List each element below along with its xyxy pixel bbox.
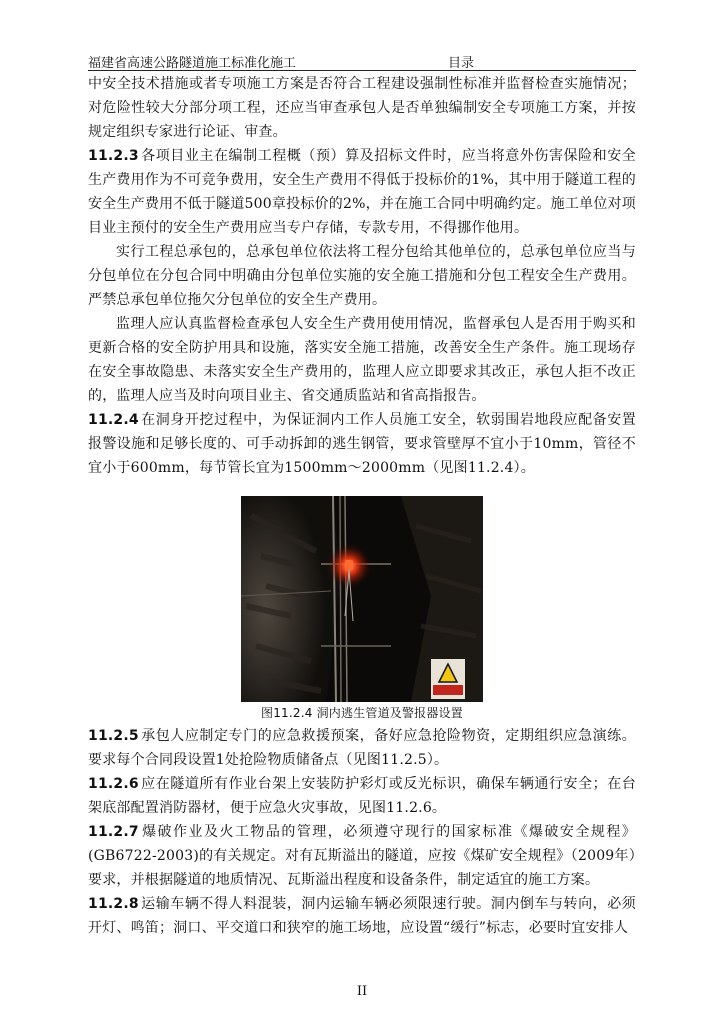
header-document-title: 福建省高速公路隧道施工标准化施工: [88, 56, 297, 71]
clause-11-2-6: [88, 772, 636, 820]
header-section-title: 目录: [448, 56, 475, 71]
tunnel-photo: [241, 496, 483, 702]
clause-11-2-4: [88, 408, 636, 480]
figure-caption: 图11.2.4 洞内逃生管道及警报器设置: [261, 706, 463, 720]
page-header: [88, 52, 636, 71]
clause-11-2-5: [88, 724, 636, 772]
clause-text: 在洞身开挖过程中，为保证洞内工作人员施工安全，软弱围岩地段应配备安置报警设施和足够长度的、可手动拆卸的逃生钢管，要求管壁厚不宜小于10mm，管径不宜小于600mm，每节管长宜为1500mm～2000mm（见图11.2.4）。: [88, 412, 636, 476]
paragraph-continuation: 中安全技术措施或者专项施工方案是否符合工程建设强制性标准并监督检查实施情况；对危险性较大分部分项工程，还应当审查承包人是否单独编制安全专项施工方案，并按规定组织专家进行论证、审查。: [88, 76, 636, 140]
clause-number: 11.2.5: [88, 728, 139, 744]
clause-text: 各项目业主在编制工程概（预）算及招标文件时，应当将意外伤害保险和安全生产费用作为不可竞争费用，安全生产费用不得低于投标价的1%，其中用于隧道工程的安全生产费用不低于隧道500章投标价的2%，并在施工合同中明确约定。施工单位对项目业主预付的安全生产费用应当专户存储，专款专用，不得挪作他用。: [88, 148, 637, 236]
clause-11-2-3: [88, 144, 636, 240]
clause-number: 11.2.8: [88, 896, 139, 912]
paragraph-supervisor: 监理人应认真监督检查承包人安全生产费用使用情况，监督承包人是否用于购买和更新合格的安全防护用具和设施，落实安全施工措施，改善安全生产条件。施工现场存在安全事故隐患、未落实安全生产费用的，监理人应立即要求其改正，承包人拒不改正的，监理人应当及时向项目业主、省交通质监站和省高指报告。: [88, 316, 636, 404]
paragraph-general-contract: 实行工程总承包的，总承包单位依法将工程分包给其他单位的，总承包单位应当与分包单位在分包合同中明确由分包单位实施的安全施工措施和分包工程安全生产费用。严禁总承包单位拖欠分包单位的安全生产费用。: [88, 244, 636, 308]
page-body: [88, 72, 636, 940]
clause-number: 11.2.7: [88, 824, 139, 840]
clause-number: 11.2.3: [88, 148, 139, 164]
clause-number: 11.2.6: [88, 776, 139, 792]
clause-11-2-7: [88, 820, 636, 892]
page-number: II: [356, 984, 368, 999]
clause-text: 承包人应制定专门的应急救援预案，备好应急抢险物资，定期组织应急演练。要求每个合同段设置1处抢险物质储备点（见图11.2.5）。: [88, 728, 636, 768]
clause-text: 运输车辆不得人料混装，洞内运输车辆必须限速行驶。洞内倒车与转向，必须开灯、鸣笛；洞口、平交道口和狭窄的施工场地，应设置“缓行”标志，必要时宜安排人: [88, 896, 636, 936]
clause-number: 11.2.4: [88, 412, 139, 428]
tunnel-photo-graphic: [241, 496, 483, 702]
clause-text: 应在隧道所有作业台架上安装防护彩灯或反光标识，确保车辆通行安全；在台架底部配置消防器材，便于应急火灾事故，见图11.2.6。: [88, 776, 636, 816]
clause-11-2-8: [88, 892, 636, 940]
clause-text: 爆破作业及火工物品的管理，必须遵守现行的国家标准《爆破安全规程》(GB6722-2003)的有关规定。对有瓦斯溢出的隧道，应按《煤矿安全规程》（2009年）要求，并根据隧道的地质情况、瓦斯溢出程度和设备条件，制定适宜的施工方案。: [88, 824, 636, 888]
